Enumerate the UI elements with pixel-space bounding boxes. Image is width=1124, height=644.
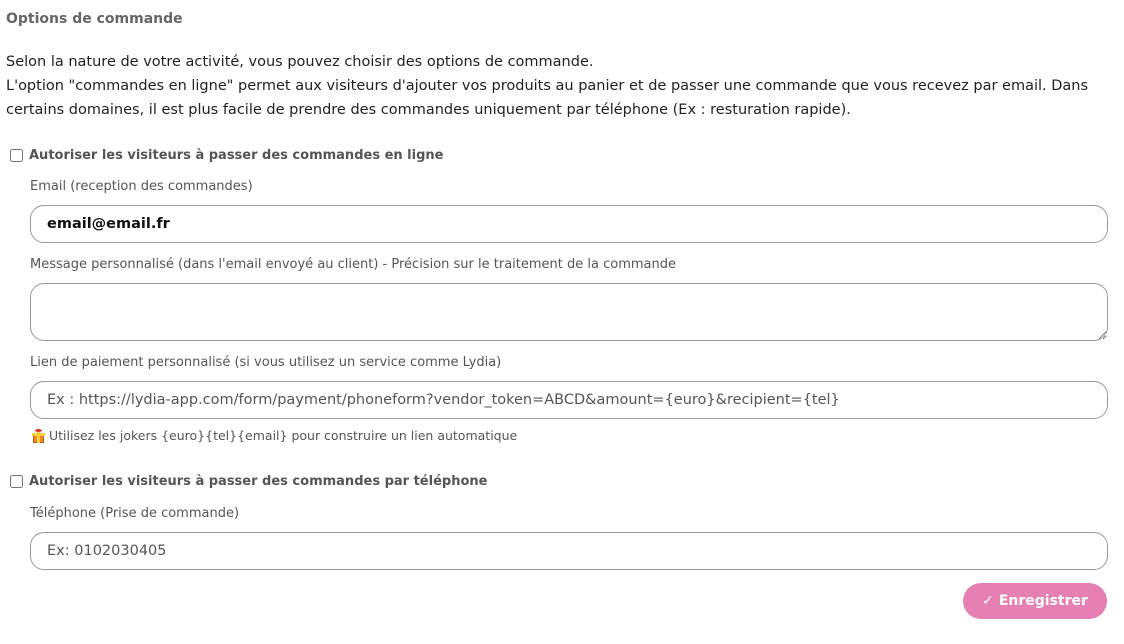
online-orders-option[interactable]: [10, 146, 443, 164]
payment-link-input[interactable]: [30, 381, 1108, 419]
gift-icon: [32, 429, 45, 443]
online-orders-checkbox[interactable]: [10, 149, 23, 162]
check-icon: ✓: [982, 593, 994, 609]
phone-orders-option[interactable]: [10, 472, 487, 490]
message-label: Message personnalisé (dans l'email envoyé au client) - Précision sur le traitement de la commande: [30, 257, 676, 272]
jokers-hint-text: Utilisez les jokers {euro}{tel}{email} pour construire un lien automatique: [49, 428, 518, 443]
phone-input[interactable]: [30, 532, 1108, 570]
intro-text: [6, 50, 1106, 122]
section-title: Options de commande: [6, 11, 183, 27]
email-label: Email (reception des commandes): [30, 179, 253, 194]
phone-label: Téléphone (Prise de commande): [30, 506, 240, 521]
payment-link-label: Lien de paiement personnalisé (si vous utilisez un service comme Lydia): [30, 355, 502, 370]
email-input[interactable]: [30, 205, 1108, 243]
phone-orders-checkbox[interactable]: [10, 475, 23, 488]
intro-line-2: L'option "commandes en ligne" permet aux visiteurs d'ajouter vos produits au panier et de passer une commande que vous recevez par email. Dans certains domaines, il est plus facile de prendre des commandes uniquement par téléphone (Ex : resturation rapide).: [6, 78, 1089, 118]
phone-orders-label: Autoriser les visiteurs à passer des commandes par téléphone: [29, 473, 488, 489]
online-orders-label: Autoriser les visiteurs à passer des commandes en ligne: [29, 147, 444, 163]
jokers-hint: [32, 428, 517, 443]
message-textarea[interactable]: [30, 283, 1108, 341]
save-button[interactable]: [963, 583, 1107, 619]
save-button-label: Enregistrer: [998, 593, 1088, 609]
intro-line-1: Selon la nature de votre activité, vous pouvez choisir des options de commande.: [6, 54, 594, 70]
